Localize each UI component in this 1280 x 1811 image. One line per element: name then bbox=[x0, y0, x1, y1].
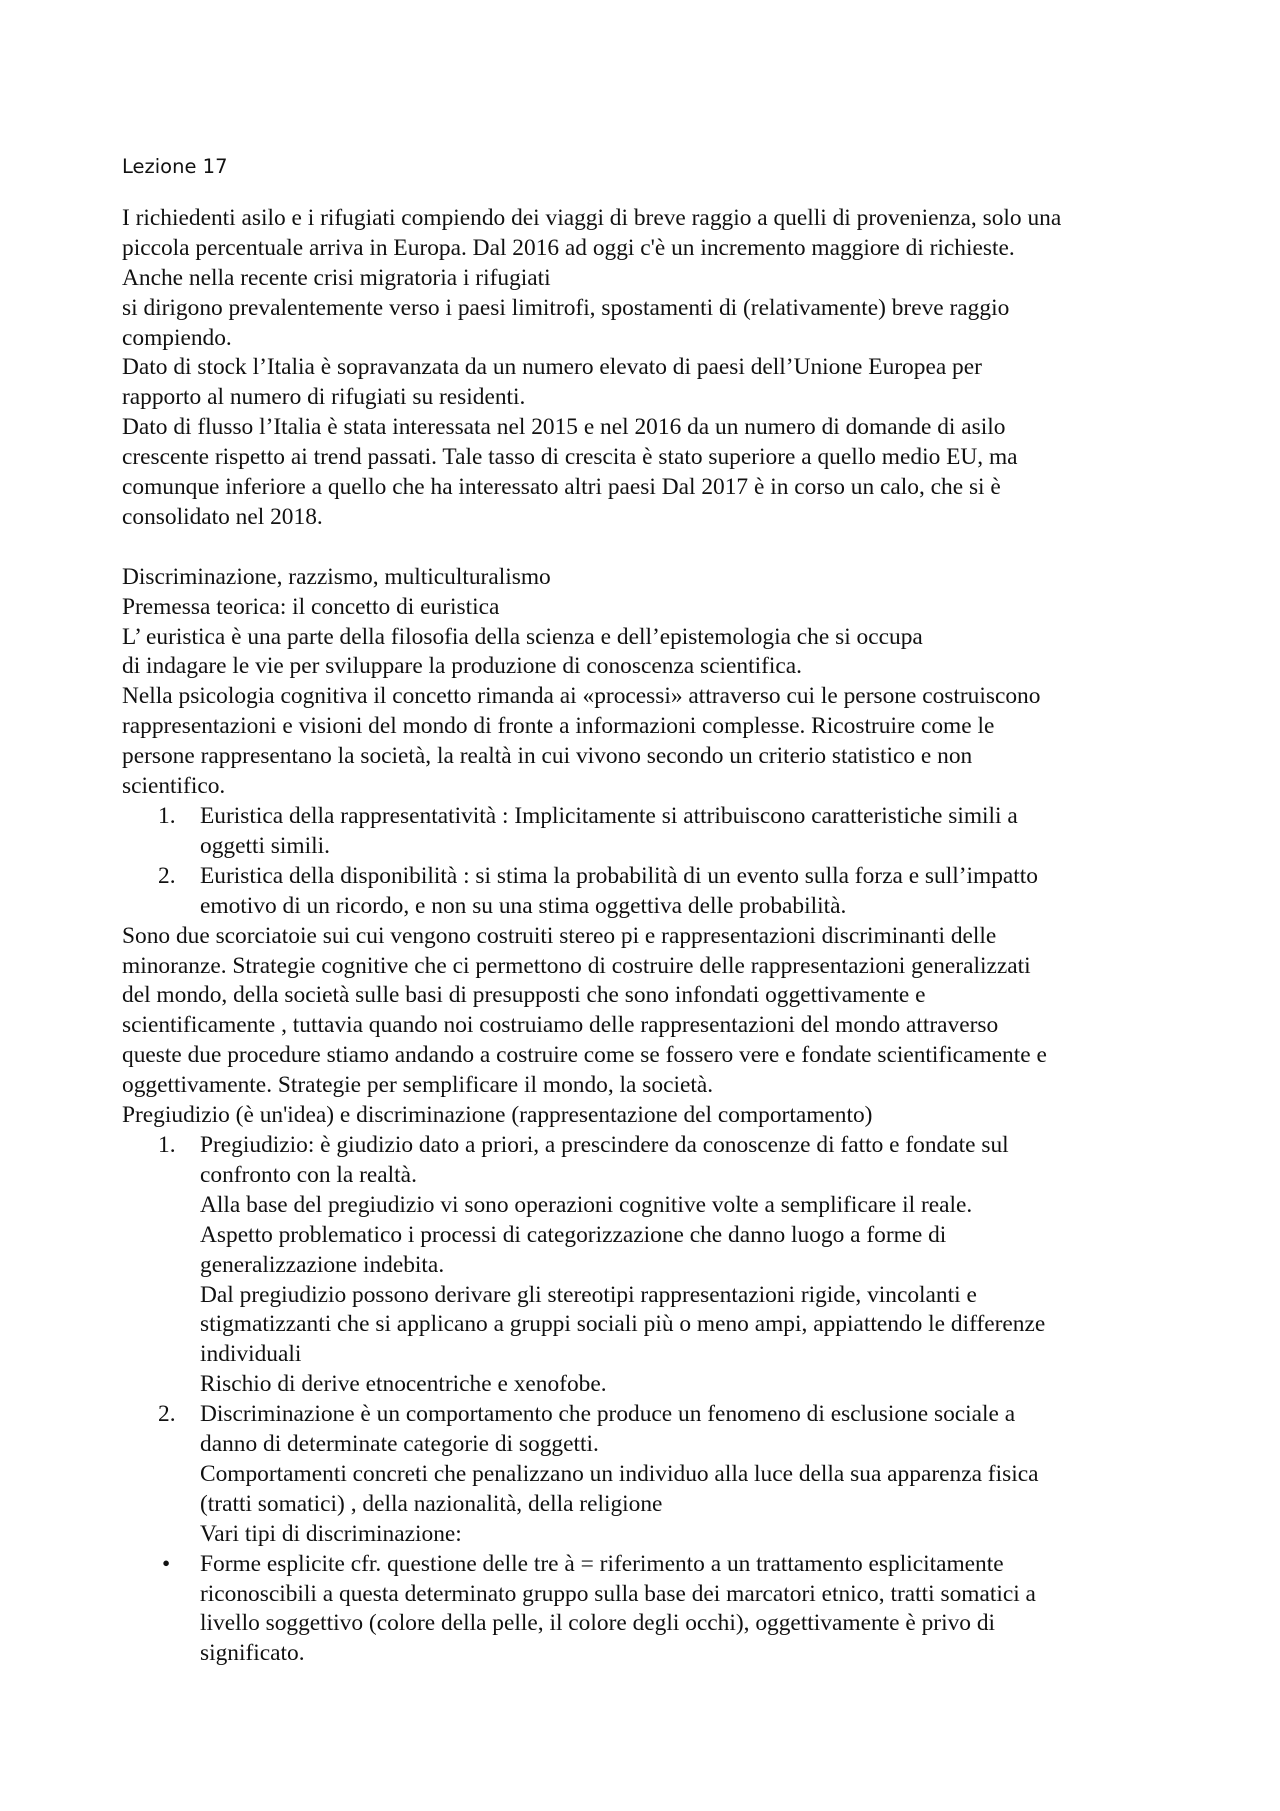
text-line: oggetti simili. bbox=[200, 832, 330, 859]
text-line: Euristica della disponibilità : si stima la probabilità di un evento sulla forza e sull’impatto bbox=[200, 862, 1038, 889]
text-line: stigmatizzanti che si applicano a gruppi sociali più o meno ampi, appiattendo le differenze bbox=[200, 1311, 1046, 1338]
text-line: Forme esplicite cfr. questione delle tre à = riferimento a un trattamento esplicitamente bbox=[200, 1550, 1004, 1577]
text-line: individuali bbox=[200, 1341, 302, 1368]
bullet-icon: • bbox=[162, 1550, 171, 1577]
text-line: Pregiudizio: è giudizio dato a priori, a prescindere da conoscenze di fatto e fondate sul bbox=[200, 1131, 1009, 1158]
text-line: di indagare le vie per sviluppare la produzione di conoscenza scientifica. bbox=[122, 653, 802, 680]
text-line: Dato di flusso l’Italia è stata interessata nel 2015 e nel 2016 da un numero di domande di asilo bbox=[122, 414, 1006, 441]
paragraph-gap bbox=[122, 533, 1184, 563]
list-number: 2. bbox=[158, 1401, 176, 1428]
text-line: livello soggettivo (colore della pelle, il colore degli occhi), oggettivamente è privo di bbox=[200, 1610, 996, 1637]
text-line: Sono due scorciatoie sui cui vengono costruiti stereo pi e rappresentazioni discriminanti delle bbox=[122, 922, 997, 949]
paragraph-shortcuts bbox=[122, 922, 1184, 1131]
paragraph-heuristics bbox=[122, 563, 1184, 802]
text-line: piccola percentuale arriva in Europa. Dal 2016 ad oggi c'è un incremento maggiore di richieste. bbox=[122, 234, 1015, 261]
text-line: Rischio di derive etnocentriche e xenofobe. bbox=[200, 1371, 607, 1398]
prejudice-list bbox=[122, 1131, 1184, 1550]
text-line: scientifico. bbox=[122, 773, 226, 800]
text-line: compiendo. bbox=[122, 324, 232, 351]
list-number: 1. bbox=[158, 803, 176, 830]
text-line: Euristica della rappresentatività : Implicitamente si attribuiscono caratteristiche simili a bbox=[200, 803, 1018, 830]
list-item bbox=[122, 1131, 1184, 1400]
text-line: del mondo, della società sulle basi di presupposti che sono infondati oggettivamente e bbox=[122, 982, 926, 1009]
text-line: persone rappresentano la società, la realtà in cui vivono secondo un criterio statistico e non bbox=[122, 743, 973, 770]
text-line: I richiedenti asilo e i rifugiati compiendo dei viaggi di breve raggio a quelli di provenienza, solo una bbox=[122, 204, 1062, 231]
text-line: emotivo di un ricordo, e non su una stima oggettiva delle probabilità. bbox=[200, 892, 847, 919]
document-body bbox=[122, 152, 1184, 1669]
text-line: consolidato nel 2018. bbox=[122, 503, 323, 530]
text-line: si dirigono prevalentemente verso i paesi limitrofi, spostamenti di (relativamente) breve raggio bbox=[122, 294, 1010, 321]
list-item bbox=[122, 1550, 1184, 1670]
text-line: Discriminazione è un comportamento che produce un fenomeno di esclusione sociale a bbox=[200, 1401, 1016, 1428]
text-line: Aspetto problematico i processi di categorizzazione che danno luogo a forme di bbox=[200, 1221, 947, 1248]
text-line: significato. bbox=[200, 1640, 305, 1667]
text-line: Nella psicologia cognitiva il concetto rimanda ai «processi» attraverso cui le persone costruiscono bbox=[122, 683, 1041, 710]
list-number: 2. bbox=[158, 862, 176, 889]
text-line: Dal pregiudizio possono derivare gli stereotipi rappresentazioni rigide, vincolanti e bbox=[200, 1281, 977, 1308]
text-line: Dato di stock l’Italia è sopravanzata da un numero elevato di paesi dell’Unione Europea per bbox=[122, 354, 982, 381]
text-line: Vari tipi di discriminazione: bbox=[200, 1520, 462, 1547]
list-item bbox=[122, 802, 1184, 862]
discrimination-types-list bbox=[122, 1550, 1184, 1670]
text-line: crescente rispetto ai trend passati. Tale tasso di crescita è stato superiore a quello medio EU, ma bbox=[122, 444, 1018, 471]
text-line: confronto con la realtà. bbox=[200, 1161, 417, 1188]
paragraph-refugees bbox=[122, 204, 1184, 533]
text-line: comunque inferiore a quello che ha interessato altri paesi Dal 2017 è in corso un calo, che si è bbox=[122, 474, 1001, 501]
text-line: riconoscibili a questa determinato gruppo sulla base dei marcatori etnico, tratti somatici a bbox=[200, 1580, 1036, 1607]
text-line: minoranze. Strategie cognitive che ci permettono di costruire delle rappresentazioni generalizzati bbox=[122, 952, 1031, 979]
text-line: L’ euristica è una parte della filosofia della scienza e dell’epistemologia che si occupa bbox=[122, 623, 923, 650]
text-line: scientificamente , tuttavia quando noi costruiamo delle rappresentazioni del mondo attraverso bbox=[122, 1012, 999, 1039]
text-line: queste due procedure stiamo andando a costruire come se fossero vere e fondate scientificamente e bbox=[122, 1042, 1047, 1069]
section-heading: Discriminazione, razzismo, multiculturalismo bbox=[122, 563, 551, 590]
text-line: Pregiudizio (è un'idea) e discriminazione (rappresentazione del comportamento) bbox=[122, 1102, 873, 1129]
text-line: rappresentazioni e visioni del mondo di fronte a informazioni complesse. Ricostruire come le bbox=[122, 713, 995, 740]
text-line: generalizzazione indebita. bbox=[200, 1251, 445, 1278]
list-item bbox=[122, 1400, 1184, 1550]
heuristics-list bbox=[122, 802, 1184, 922]
section-subheading: Premessa teorica: il concetto di euristica bbox=[122, 593, 500, 620]
text-line: Anche nella recente crisi migratoria i rifugiati bbox=[122, 264, 551, 291]
text-line: (tratti somatici) , della nazionalità, della religione bbox=[200, 1490, 663, 1517]
document-title: Lezione 17 bbox=[122, 155, 228, 178]
list-item bbox=[122, 862, 1184, 922]
list-number: 1. bbox=[158, 1131, 176, 1158]
text-line: danno di determinate categorie di soggetti. bbox=[200, 1431, 599, 1458]
text-line: oggettivamente. Strategie per semplificare il mondo, la società. bbox=[122, 1072, 714, 1099]
text-line: rapporto al numero di rifugiati su residenti. bbox=[122, 384, 526, 411]
text-line: Comportamenti concreti che penalizzano un individuo alla luce della sua apparenza fisica bbox=[200, 1460, 1039, 1487]
text-line: Alla base del pregiudizio vi sono operazioni cognitive volte a semplificare il reale. bbox=[200, 1191, 973, 1218]
